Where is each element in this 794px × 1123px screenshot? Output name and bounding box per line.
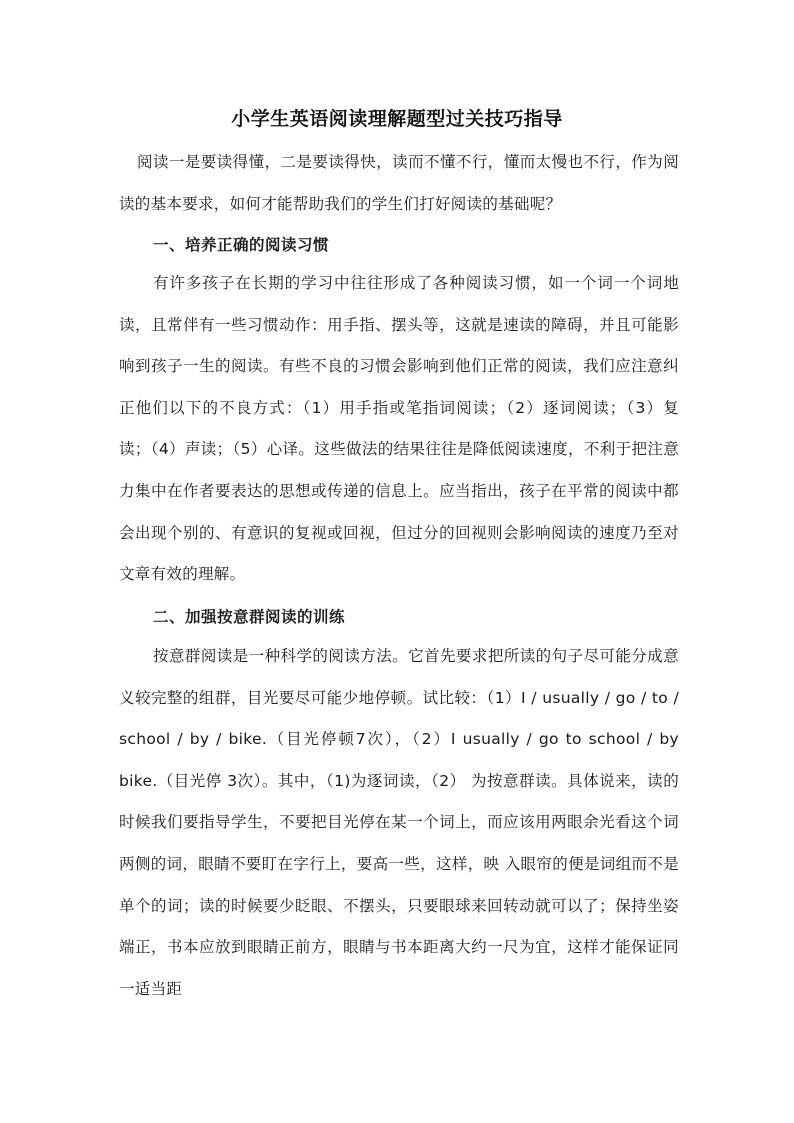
intro-paragraph: 阅读一是要读得懂，二是要读得快，读而不懂不行，懂而太慢也不行，作为阅读的基本要求，如何才能帮助我们的学生们打好阅读的基础呢？ xyxy=(119,153,679,213)
section-body-2: 按意群阅读是一种科学的阅读方法。它首先要求把所读的句子尽可能分成意义较完整的组群，目光要尽可能少地停顿。试比较：（1）I / usually / go / to / school / by / bike.（目光停顿7次），（2）I usually / go to school / by bike.（目光停 3次）。其中，（1)为逐词读，（2） 为按意群读。具体说来，读的时候我们要指导学生，不要把目光停在某一个词上，而应该用两眼余光看这个词两侧的词，眼睛不要盯在字行上，要高一些，这样，映 入眼帘的便是词组而不是单个的词；读的时候要少眨眼、不摆头，只要眼球来回转动就可以了；保持坐姿端正，书本应放到眼睛正前方，眼睛与书本距离大约一尺为宜，这样才能保证同一适当距 xyxy=(119,647,679,998)
section-body-1: 有许多孩子在长期的学习中往往形成了各种阅读习惯，如一个词一个词地读，且常伴有一些习惯动作：用手指、摆头等，这就是速读的障碍，并且可能影响到孩子一生的阅读。有些不良的习惯会影响到他们正常的阅读，我们应注意纠正他们以下的不良方式：（1）用手指或笔指词阅读；（2）逐词阅读；（3）复读；（4）声读；（5）心译。这些做法的结果往往是降低阅读速度，不利于把注意力集中在作者要表达的思想或传递的信息上。应当指出，孩子在平常的阅读中都会出现个别的、有意识的复视或回视，但过分的回视则会影响阅读的速度乃至对文章有效的理解。 xyxy=(119,274,679,584)
page-title: 小学生英语阅读理解题型过关技巧指导 xyxy=(231,108,563,130)
section-heading-2: 二、加强按意群阅读的训练 xyxy=(153,608,346,626)
section-heading-1: 一、培养正确的阅读习惯 xyxy=(153,236,330,254)
